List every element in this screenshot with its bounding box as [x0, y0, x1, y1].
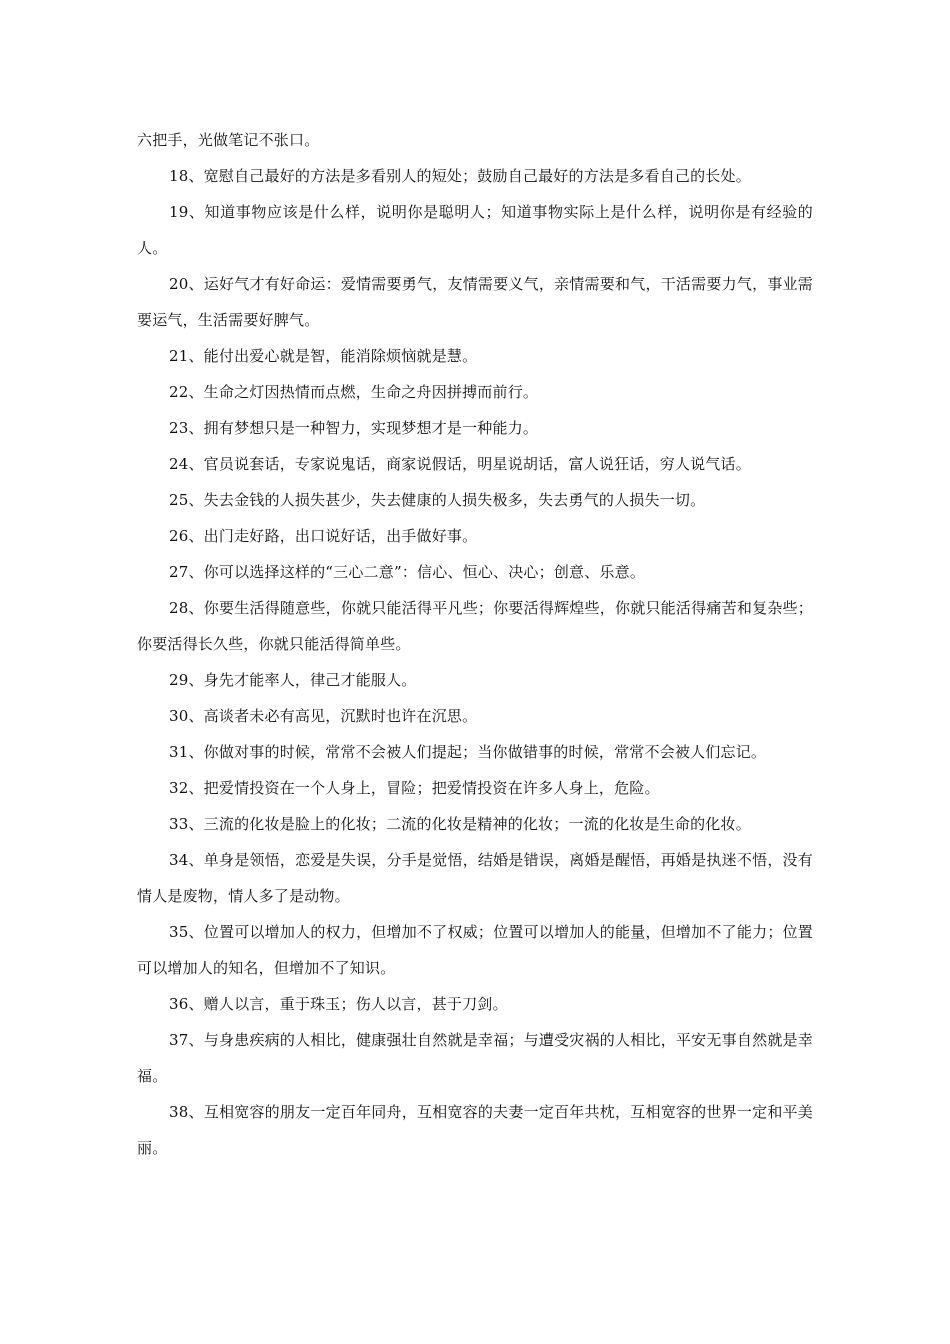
paragraph-24: 24、官员说套话，专家说鬼话，商家说假话，明星说胡话，富人说狂话，穷人说气话。: [169, 455, 751, 473]
paragraph-23: 23、拥有梦想只是一种智力，实现梦想才是一种能力。: [169, 419, 539, 437]
paragraph-36: 36、赠人以言，重于珠玉；伤人以言，甚于刀剑。: [169, 995, 508, 1013]
paragraph-38: 38、互相宽容的朋友一定百年同舟，互相宽容的夫妻一定百年共枕，互相宽容的世界一定和平美丽。: [137, 1103, 813, 1157]
paragraph-22: 22、生命之灯因热情而点燃，生命之舟因拼搏而前行。: [169, 383, 539, 401]
paragraph-25: 25、失去金钱的人损失甚少，失去健康的人损失极多，失去勇气的人损失一切。: [169, 491, 706, 509]
paragraph-28: 28、你要生活得随意些，你就只能活得平凡些；你要活得辉煌些，你就只能活得痛苦和复杂些；你要活得长久些，你就只能活得简单些。: [137, 599, 813, 653]
paragraph-27: 27、你可以选择这样的“三心二意”：信心、恒心、决心；创意、乐意。: [169, 563, 646, 581]
paragraph-31: 31、你做对事的时候，常常不会被人们提起；当你做错事的时候，常常不会被人们忘记。: [169, 743, 767, 761]
document-body: [137, 122, 813, 1166]
paragraph-20: 20、运好气才有好命运：爱情需要勇气，友情需要义气，亲情需要和气，干活需要力气，事业需要运气，生活需要好脾气。: [137, 275, 813, 329]
paragraph-37: 37、与身患疾病的人相比，健康强壮自然就是幸福；与遭受灾祸的人相比，平安无事自然就是幸福。: [137, 1031, 813, 1085]
paragraph-26: 26、出门走好路，出口说好话，出手做好事。: [169, 527, 478, 545]
paragraph-21: 21、能付出爱心就是智，能消除烦恼就是慧。: [169, 347, 478, 365]
paragraph-35: 35、位置可以增加人的权力，但增加不了权威；位置可以增加人的能量，但增加不了能力；位置可以增加人的知名，但增加不了知识。: [137, 923, 813, 977]
paragraph-30: 30、高谈者未必有高见，沉默时也许在沉思。: [169, 707, 478, 725]
paragraph-33: 33、三流的化妆是脸上的化妆；二流的化妆是精神的化妆；一流的化妆是生命的化妆。: [169, 815, 751, 833]
paragraph-18: 18、宽慰自己最好的方法是多看别人的短处；鼓励自己最好的方法是多看自己的长处。: [169, 167, 751, 185]
paragraph-32: 32、把爱情投资在一个人身上，冒险；把爱情投资在许多人身上，危险。: [169, 779, 660, 797]
paragraph-34: 34、单身是领悟，恋爱是失误，分手是觉悟，结婚是错误，离婚是醒悟，再婚是执迷不悟，没有情人是废物，情人多了是动物。: [137, 851, 813, 905]
paragraph-29: 29、身先才能率人，律己才能服人。: [169, 671, 417, 689]
paragraph-continuation: 六把手，光做笔记不张口。: [137, 131, 320, 149]
paragraph-19: 19、知道事物应该是什么样，说明你是聪明人；知道事物实际上是什么样，说明你是有经验的人。: [137, 203, 813, 257]
